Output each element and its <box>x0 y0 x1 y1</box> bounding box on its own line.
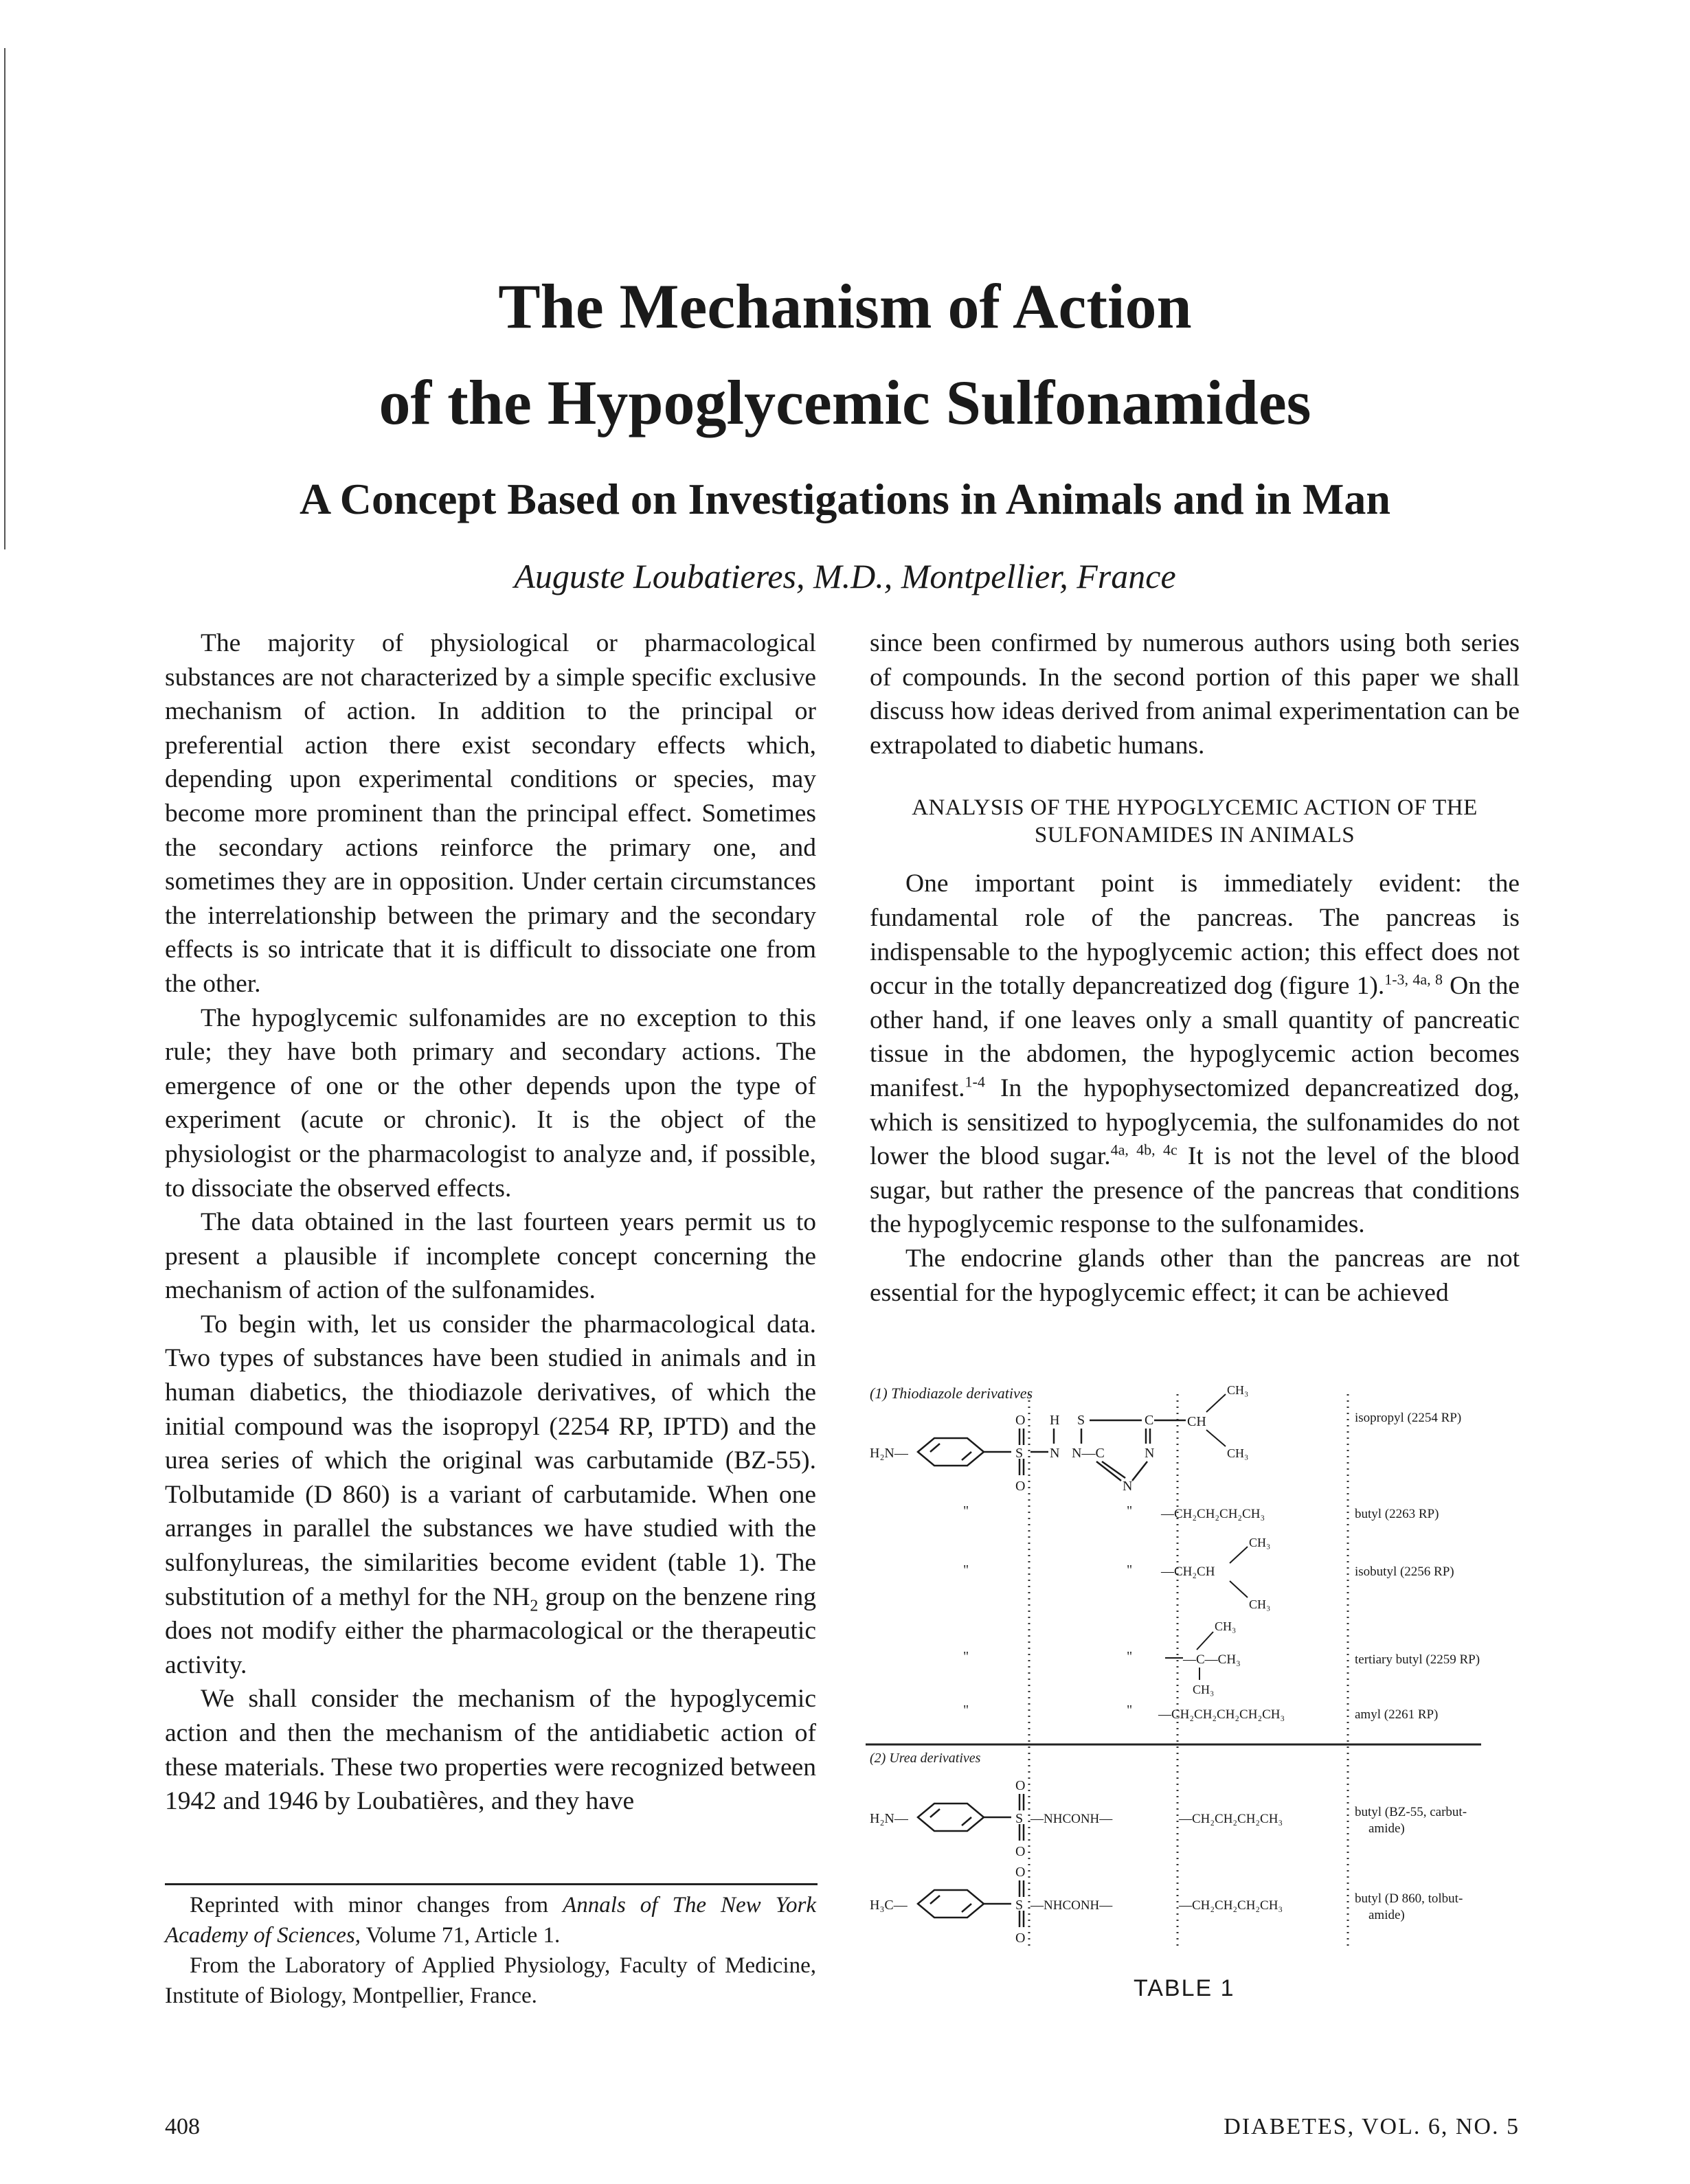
compound-name-tertiary-butyl: tertiary butyl (2259 RP) <box>1355 1652 1480 1667</box>
text: butyl (BZ-55, carbut- <box>1355 1805 1467 1819</box>
compound-name-carbutamide <box>1355 1805 1470 1836</box>
footnote <box>165 1890 816 1950</box>
subscript: 2 <box>530 1597 539 1615</box>
text: Volume 71, Article 1. <box>360 1923 561 1948</box>
atom-label: O <box>1015 1413 1026 1428</box>
atom-label: S <box>1077 1413 1085 1428</box>
atom-label: CH₃ <box>1249 1597 1271 1611</box>
section-label-urea: (2) Urea derivatives <box>870 1751 981 1766</box>
text: To begin with, let us consider the pharmacological data. Two types of substances have been studied in animals and in human diabetics, the thiodiazole derivatives, of which the initial compound was the isopropyl (2254 RP, IPTD) and the urea series of which the original was carbutamide (BZ-55). Tolbutamide (D 860) is a variant of carbutamide. When one arranges in parallel the substances we have studied with the sulfonylureas, the similarities become evident (table 1). The substitution of a methyl for the NH <box>165 1310 816 1611</box>
ditto-mark: " <box>963 1562 969 1578</box>
atom-label: H <box>1050 1413 1060 1428</box>
paragraph <box>165 1308 816 1683</box>
atom-label: CH₃ <box>1215 1619 1237 1633</box>
atom-label: CH₃ <box>1227 1383 1249 1397</box>
atom-label: CH₃ <box>1249 1536 1271 1549</box>
reference-superscript: 1-3, 4a, 8 <box>1384 970 1443 988</box>
reference-superscript: 1-4 <box>965 1073 985 1091</box>
section-label-thiodiazole: (1) Thiodiazole derivatives <box>870 1385 1033 1402</box>
atom-label: S <box>1015 1811 1024 1826</box>
atom-label: O <box>1015 1778 1026 1793</box>
paragraph: The endocrine glands other than the pancreas are not essential for the hypoglycemic effect; it can be achieved <box>870 1244 1520 1307</box>
atom-label: S <box>1015 1446 1024 1461</box>
reference-superscript: 4a, 4b, 4c <box>1110 1141 1178 1159</box>
benzene-ring-icon <box>918 1880 1024 1927</box>
article-title-line-1: The Mechanism of Action <box>498 271 1192 341</box>
ditto-mark: " <box>1127 1703 1133 1718</box>
paragraph: The majority of physiological or pharmacological substances are not characterized by a simple specific exclusive mechanism of action. In addition to the principal or preferential action there exist secondary effects which, depending upon experimental conditions or species, may become more prominent than the principal effect. Sometimes the secondary actions reinforce the primary one, and sometimes they are in opposition. Under certain circumstances the interrelationship between the primary and the secondary effects is so intricate that it is difficult to dissociate one from the other. <box>165 629 816 998</box>
compound-name-butyl: butyl (2263 RP) <box>1355 1507 1439 1521</box>
chemical-structures-table <box>863 1380 1522 1971</box>
article-title-line-2: of the Hypoglycemic Sulfonamides <box>379 367 1311 437</box>
branch-bonds <box>1230 1547 1248 1597</box>
atom-label: N <box>1123 1479 1133 1494</box>
atom-label: N—C <box>1072 1446 1105 1461</box>
ditto-mark: " <box>963 1503 969 1518</box>
chain-tertiary-butyl: —C—CH₃ <box>1183 1652 1241 1667</box>
paragraph: The hypoglycemic sulfonamides are no exception to this rule; they have both primary and secondary actions. The emergence of one or the other depends upon the type of experiment (acute or chronic). It is the object of the physiologist or the pharmacologist to analyze and, if possible, to dissociate the observed effects. <box>165 1003 816 1203</box>
dotted-dividers <box>1029 1394 1348 1950</box>
ditto-mark: " <box>1127 1649 1133 1664</box>
compound-name-amyl: amyl (2261 RP) <box>1355 1707 1439 1722</box>
atom-label: H₂N— <box>870 1446 908 1461</box>
compound-name-isopropyl: isopropyl (2254 RP) <box>1355 1411 1462 1425</box>
ditto-mark: " <box>963 1649 969 1664</box>
text: butyl (D 860, tolbut- <box>1355 1891 1463 1906</box>
text: Reprinted with minor changes from <box>190 1893 563 1918</box>
paragraph: The data obtained in the last fourteen years permit us to present a plausible if incomplete concept concerning the mechanism of action of the sulfonamides. <box>165 1208 816 1305</box>
atom-label: C <box>1145 1413 1154 1428</box>
footnotes <box>165 1890 816 2011</box>
atom-label: O <box>1015 1479 1026 1494</box>
branch-bonds <box>1206 1394 1226 1446</box>
ditto-mark: " <box>1127 1562 1133 1578</box>
atom-label: —NHCONH— <box>1030 1898 1113 1913</box>
benzene-ring-icon <box>918 1429 1048 1475</box>
footnote: From the Laboratory of Applied Physiology, Faculty of Medicine, Institute of Biology, Montpellier, France. <box>165 1953 816 2008</box>
atom-label: O <box>1015 1931 1026 1946</box>
chain-butyl: —CH₂CH₂CH₂CH₃ <box>1179 1898 1283 1913</box>
atom-label: O <box>1015 1865 1026 1880</box>
paragraph: We shall consider the mechanism of the hypoglycemic action and then the mechanism of the antidiabetic action of these materials. These two properties were recognized between 1942 and 1946 by Loubatières, and they have <box>165 1685 816 1816</box>
text: One important point is immediately evident: the fundamental role of the pancreas. The pancreas is indispensable to the hypoglycemic action; this effect does not occur in the totally depancreatized dog (figure 1). <box>870 869 1520 1001</box>
atom-label: N <box>1145 1446 1155 1461</box>
atom-label: H₂N— <box>870 1811 908 1826</box>
journal-title: Annals of The New York Academy of Sciences, <box>165 1893 816 1948</box>
footnote-rule <box>165 1883 818 1885</box>
paragraph: since been confirmed by numerous authors using both series of compounds. In the second portion of this paper we shall discuss how ideas derived from animal experimentation can be extrapolated to diabetic humans. <box>870 629 1520 760</box>
text: group on the benzene ring does not modify either the pharmacological or the therapeutic activity. <box>165 1582 816 1679</box>
atom-label: —NHCONH— <box>1030 1812 1113 1826</box>
page-number: 408 <box>165 2114 200 2139</box>
compound-name-tolbutamide <box>1355 1891 1466 1922</box>
text: amide) <box>1368 1821 1405 1836</box>
author-line: Auguste Loubatieres, M.D., Montpellier, France <box>514 557 1176 595</box>
right-column <box>870 626 1520 1310</box>
atom-label: CH₃ <box>1227 1446 1249 1460</box>
chain-butyl: —CH₂CH₂CH₂CH₃ <box>1179 1812 1283 1826</box>
ditto-mark: " <box>963 1703 969 1718</box>
benzene-ring-icon <box>918 1794 1024 1841</box>
text: It is not the level of the blood sugar, but rather the presence of the pancreas that conditions the hypoglycemic response to the sulfonamides. <box>870 1142 1520 1239</box>
text: On the other hand, if one leaves only a small quantity of pancreatic tissue in the abdomen, the hypoglycemic action becomes manifest. <box>870 972 1520 1102</box>
text: amide) <box>1368 1908 1405 1922</box>
atom-label: H₃C— <box>870 1898 908 1913</box>
table-caption: TABLE 1 <box>1134 1975 1235 2001</box>
chain-amyl: —CH₂CH₂CH₂CH₂CH₃ <box>1158 1707 1285 1722</box>
paragraph <box>870 867 1520 1242</box>
chain-isopropyl: CH <box>1187 1414 1206 1429</box>
section-heading: ANALYSIS OF THE HYPOGLYCEMIC ACTION OF THE SULFONAMIDES IN ANIMALS <box>912 795 1478 848</box>
text: In the hypophysectomized depancreatized dog, which is sensitized to hypoglycemia, the sulfonamides do not lower the blood sugar. <box>870 1073 1520 1171</box>
atom-label: S <box>1015 1898 1024 1913</box>
atom-label: N <box>1050 1446 1060 1461</box>
left-column <box>165 626 816 1819</box>
journal-footer: DIABETES, VOL. 6, NO. 5 <box>1224 2114 1520 2139</box>
chain-butyl: —CH₂CH₂CH₂CH₃ <box>1161 1507 1265 1521</box>
compound-name-isobutyl: isobutyl (2256 RP) <box>1355 1565 1454 1579</box>
atom-label: CH₃ <box>1193 1683 1215 1696</box>
chain-isobutyl: —CH₂CH <box>1161 1565 1215 1579</box>
ditto-mark: " <box>1127 1503 1133 1518</box>
atom-label: O <box>1015 1844 1026 1859</box>
article-subtitle: A Concept Based on Investigations in Animals and in Man <box>300 475 1390 523</box>
